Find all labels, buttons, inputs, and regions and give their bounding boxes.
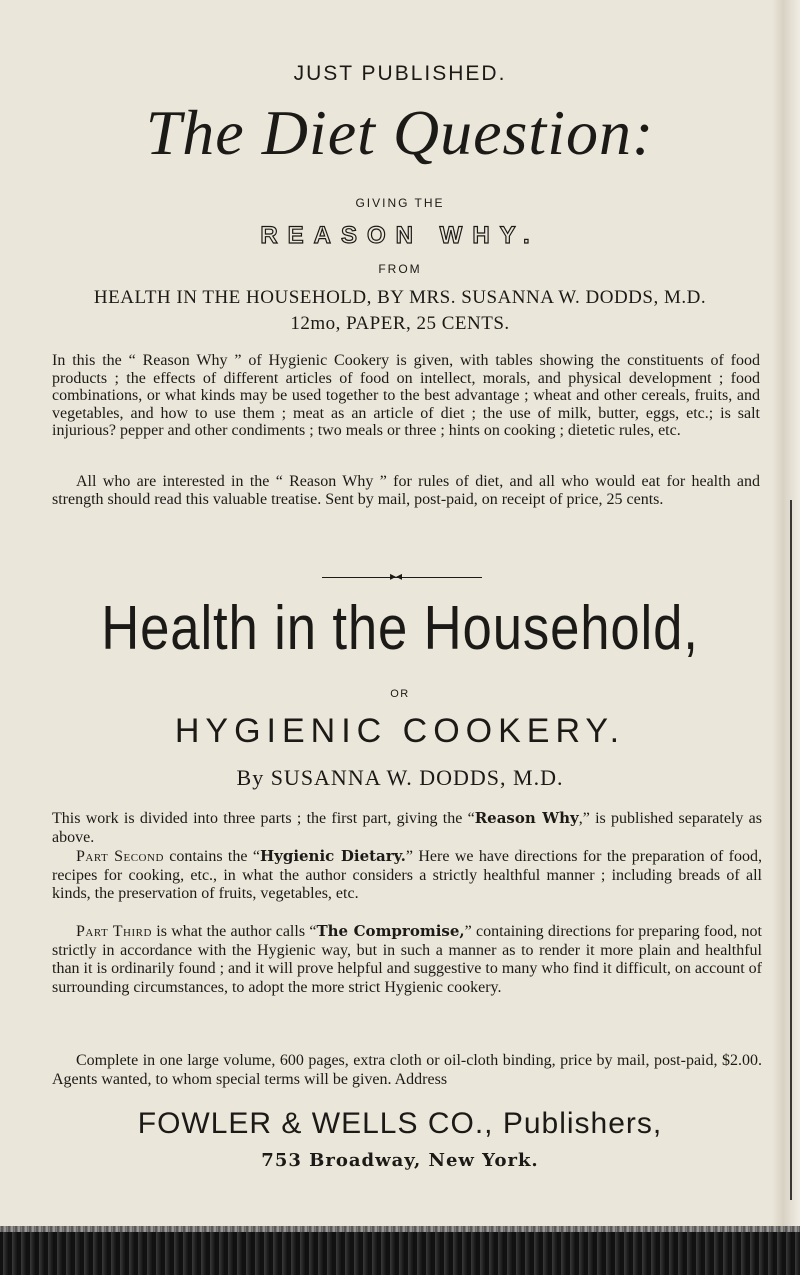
price-line: 12mo, PAPER, 25 CENTS. <box>290 313 510 334</box>
description-paragraph: In this the “ Reason Why ” of Hygienic Cookery is given, with tables showing the constituents of food products ; the effects of different articles of food on intellect, morals, and physical development ; food combinations, or what kinds may be used together to the best advantage ; wheat and other cereals, fruits, and vegetables, and how to use them ; meat as an article of diet ; the use of milk, butter, eggs, etc.; is salt injurious? pepper and other condiments ; two meals or three ; hints on cooking ; dietetic rules, etc. <box>52 352 760 439</box>
part-third-label: Part Third <box>76 923 152 940</box>
p2-suffix: ” Here we have directions for the preparation of food, recipes for cooking, etc., in what the author considers a strictly healthful manner ; including breads of all kinds, the preservation of fruits, vegetables, etc. <box>52 848 762 902</box>
p1-suffix: ,” is published separately as above. <box>52 810 762 846</box>
p1-prefix: This work is divided into three parts ; the first part, giving the “ <box>52 810 475 827</box>
binding-edge <box>0 1232 800 1275</box>
diet-question-title: The Diet Question: <box>145 97 655 168</box>
book-subtitle: HYGIENIC COOKERY. <box>174 712 626 750</box>
giving-the-label: GIVING THE <box>355 196 445 210</box>
hygienic-dietary-bold: Hygienic Dietary. <box>259 847 406 865</box>
part-second-label: Part Second <box>76 848 164 865</box>
source-line: HEALTH IN THE HOUSEHOLD, BY MRS. SUSANNA W. DODDS, M.D. <box>93 287 707 308</box>
publisher-name: FOWLER & WELLS CO., Publishers, <box>137 1107 663 1140</box>
p3-prefix: is what the author calls “ <box>151 923 317 940</box>
compromise-bold: The Compromise, <box>316 922 465 940</box>
page-edge-line <box>790 500 792 1200</box>
book-title: Health in the Household, <box>101 594 699 663</box>
divider-ornament: ▸◂ <box>390 569 403 583</box>
or-label: OR <box>390 688 410 700</box>
page-edge-shadow <box>772 0 800 1275</box>
body-paragraph-3 <box>52 922 762 997</box>
description-paragraph-2: All who are interested in the “ Reason Why ” for rules of diet, and all who would eat for health and strength should read this valuable treatise. Sent by mail, post-paid, on receipt of price, 25 cents. <box>52 473 760 508</box>
p2-prefix: contains the “ <box>163 848 260 865</box>
author-byline: By SUSANNA W. DODDS, M.D. <box>236 765 564 790</box>
just-published-heading: JUST PUBLISHED. <box>293 62 507 85</box>
body-paragraph-2 <box>52 847 762 904</box>
reason-why-bold: Reason Why <box>474 809 579 827</box>
body-paragraph-4: Complete in one large volume, 600 pages, extra cloth or oil-cloth binding, price by mail, post-paid, $2.00. Agents wanted, to whom special terms will be given. Address <box>52 1052 762 1088</box>
reason-why-heading: REASON WHY. <box>260 222 540 249</box>
p3-suffix: ” containing directions for preparing food, not strictly in accordance with the Hygienic way, but in such a manner as to render it more plain and healthful than it is ordinarily found ; and it will prove helpful and suggestive to many who find it difficult, on account of surrounding circumstances, to adopt the more strict Hygienic cookery. <box>52 923 763 996</box>
body-paragraph-1 <box>52 809 762 847</box>
publisher-address: 753 Broadway, New York. <box>261 1150 539 1171</box>
from-label: FROM <box>378 262 422 276</box>
